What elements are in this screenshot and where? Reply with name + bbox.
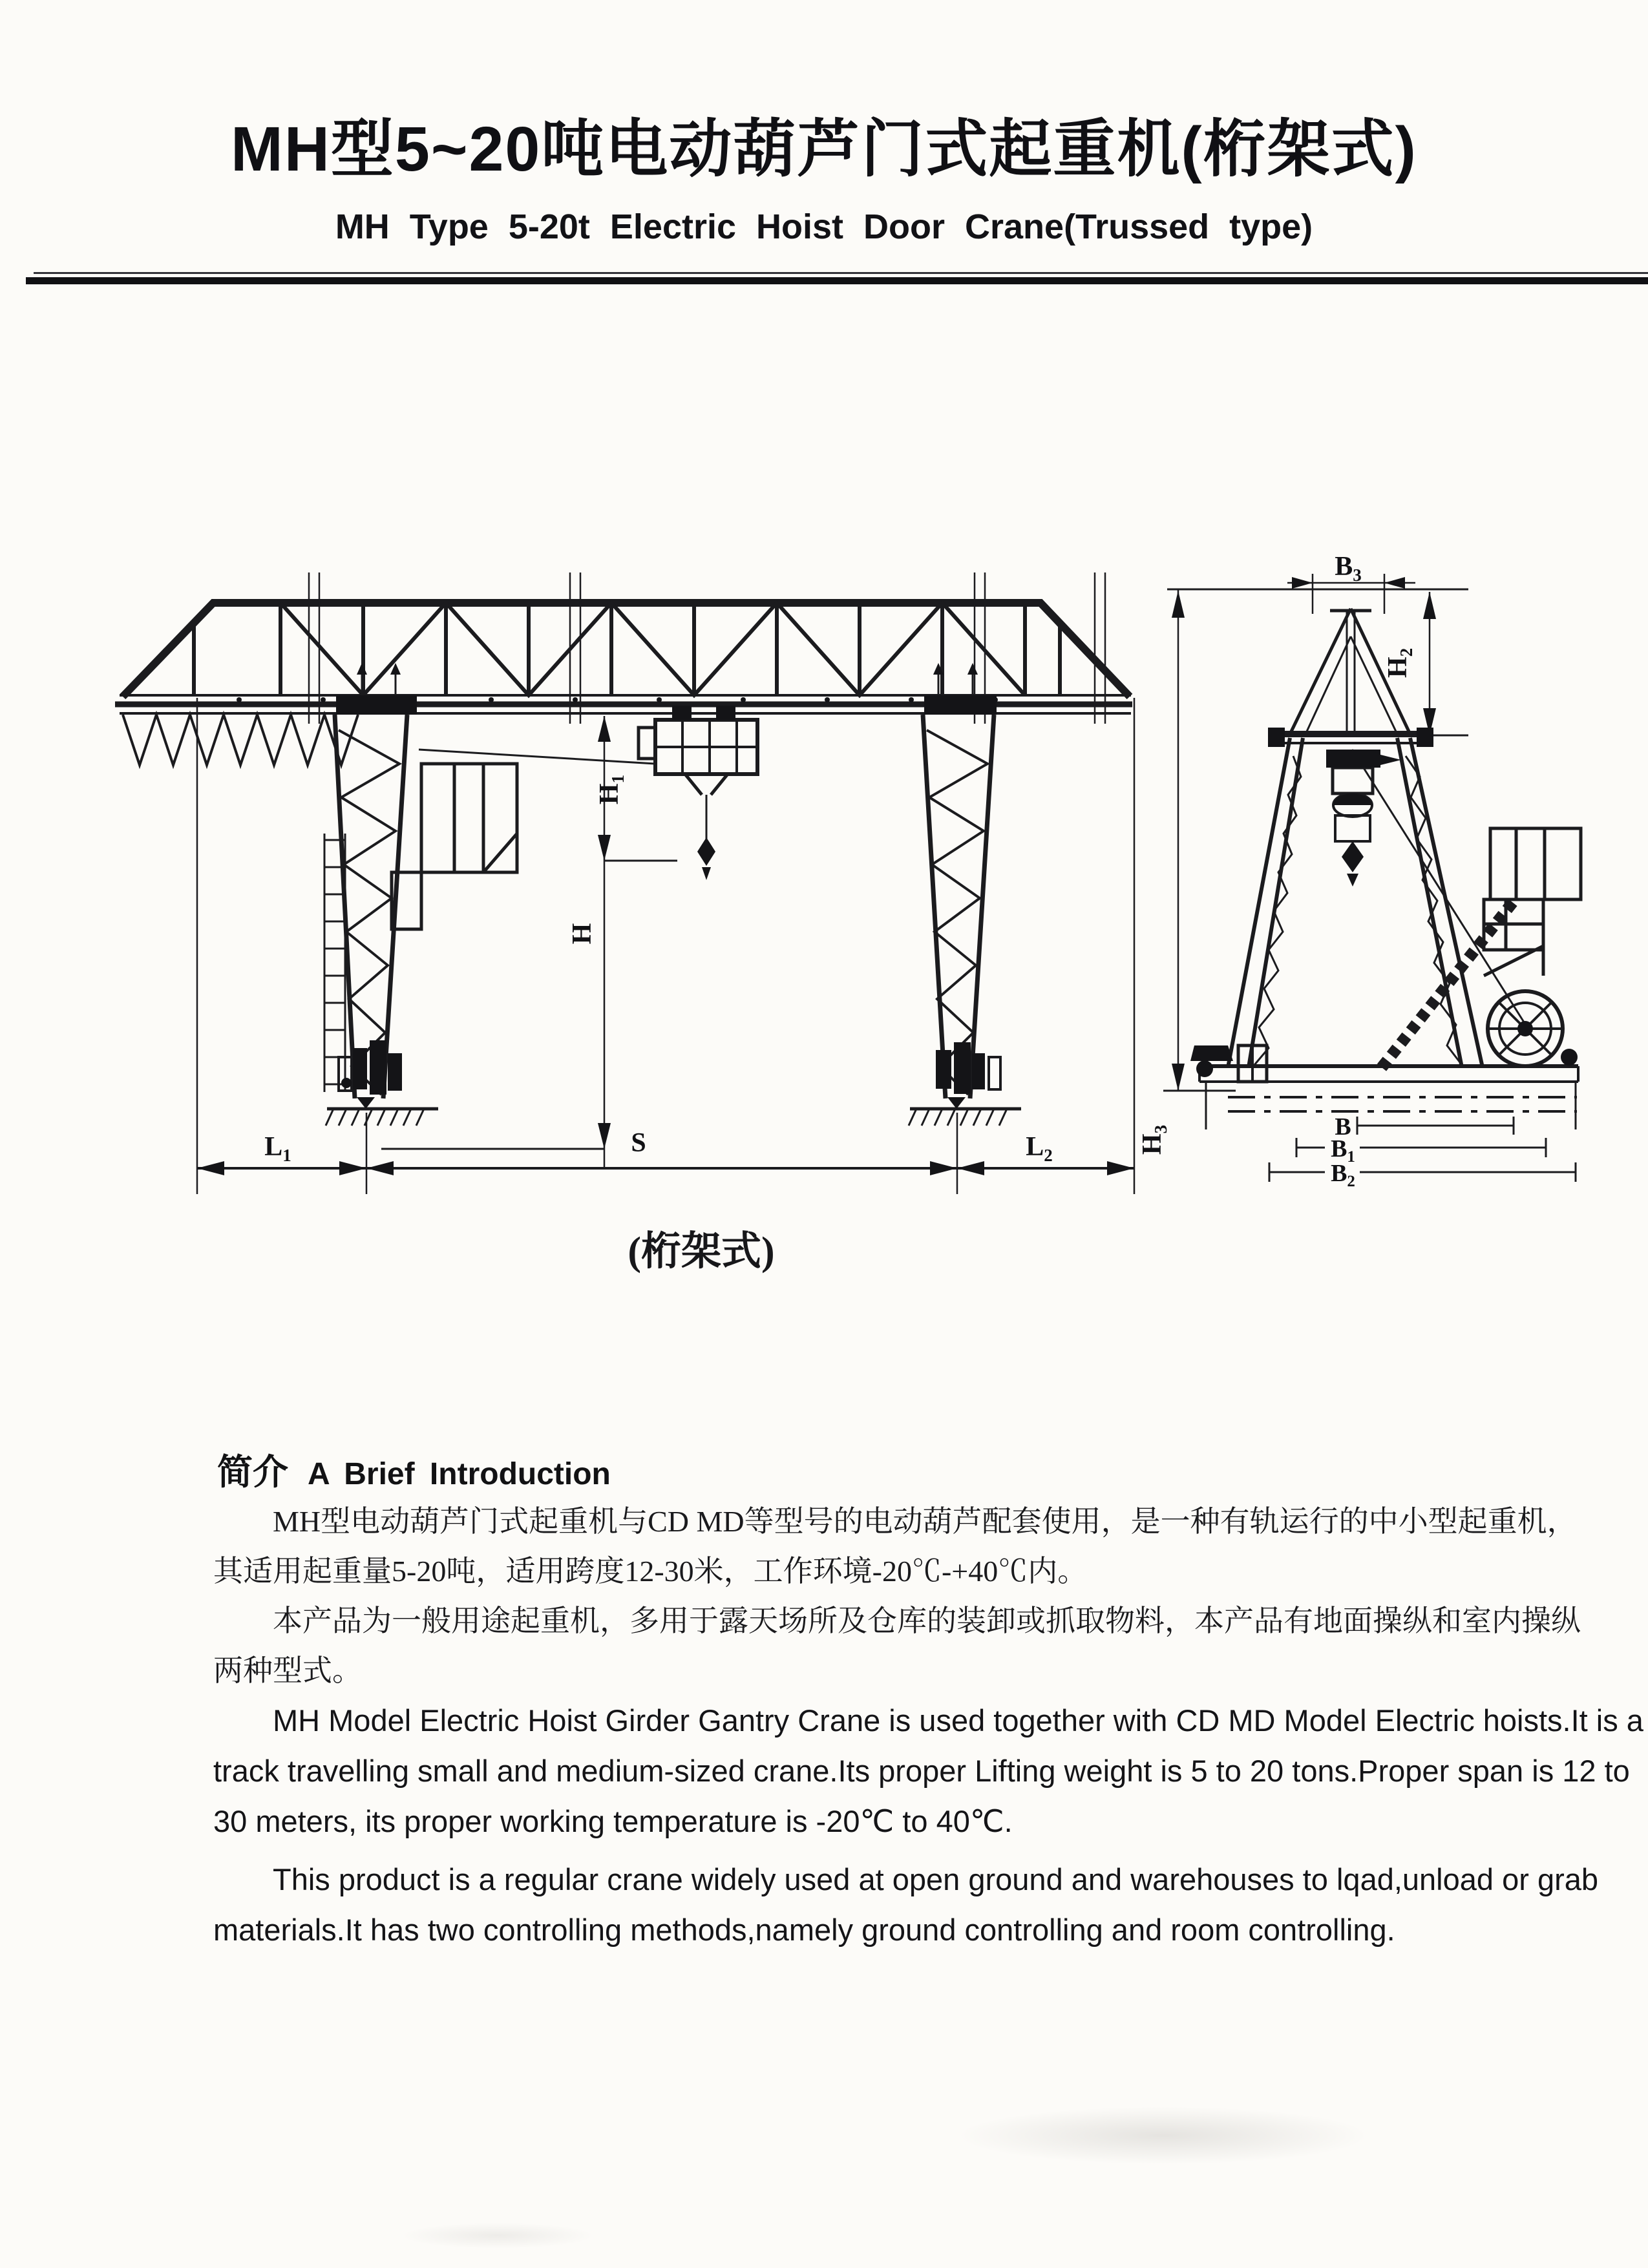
english-introduction-p2 [213,1854,1599,1955]
figure-caption: (桁架式) [628,1230,775,1274]
dim-label-H2: $H_2$ [1383,647,1416,678]
section-heading-english: A Brief Introduction [308,1457,611,1491]
scan-shadow-artifact [401,2223,595,2249]
paragraph-line: 两种型式。 [213,1654,362,1687]
page-title-chinese: MH型5~20吨电动葫芦门式起重机(桁架式) [231,114,1417,184]
dim-label-H3: $H_3$ [1137,1124,1170,1155]
paragraph-line: 本产品为一般用途起重机，多用于露天场所及仓库的装卸或抓取物料，本产品有地面操纵和室内操纵 [273,1604,1581,1637]
divider-rule-thin [34,272,1648,274]
paragraph-line: 其适用起重量5-20吨，适用跨度12-30米，工作环境-20℃-+40℃内。 [213,1555,1088,1588]
scan-shadow-artifact [956,2106,1370,2165]
dim-label-H: H [567,923,597,945]
side-view-drawing [1163,574,1581,1182]
dim-label-B: B [1335,1113,1351,1140]
dim-label-B3: $B_3$ [1335,552,1362,585]
paragraph-line: 30 meters, its proper working temperature is -20℃ to 40℃. [213,1804,1013,1838]
paragraph-line: materials.It has two controlling methods,namely ground controlling and room controlling. [213,1913,1395,1947]
dim-label-H1: $H_1$ [595,774,628,805]
paragraph-line: This product is a regular crane widely used at open ground and warehouses to lqad,unload or grab [273,1862,1599,1896]
dim-label-S: S [631,1128,646,1158]
section-heading [217,1444,611,1495]
dim-label-L2: $L_2$ [1026,1132,1053,1165]
english-introduction-p1 [213,1696,1643,1847]
paragraph-line: MH Model Electric Hoist Girder Gantry Crane is used together with CD MD Model Electric hoists.It is a [273,1703,1643,1738]
paragraph-line: MH型电动葫芦门式起重机与CD MD等型号的电动葫芦配套使用，是一种有轨运行的中小型起重机， [273,1505,1577,1538]
page-title-english: MH Type 5-20t Electric Hoist Door Crane(Trussed type) [335,207,1313,246]
dim-label-B1: $B_1$ [1331,1135,1355,1166]
crane-technical-drawing [0,536,1648,1221]
chinese-introduction [213,1496,1581,1696]
dim-label-B2: $B_2$ [1331,1160,1355,1190]
dim-label-L1: $L_1$ [264,1132,291,1165]
section-heading-chinese: 简介 [217,1452,289,1492]
paragraph-line: track travelling small and medium-sized crane.Its proper Lifting weight is 5 to 20 tons.Proper span is 12 to [213,1754,1630,1788]
front-view-drawing [115,572,1134,1194]
divider-rule-thick [26,277,1648,284]
